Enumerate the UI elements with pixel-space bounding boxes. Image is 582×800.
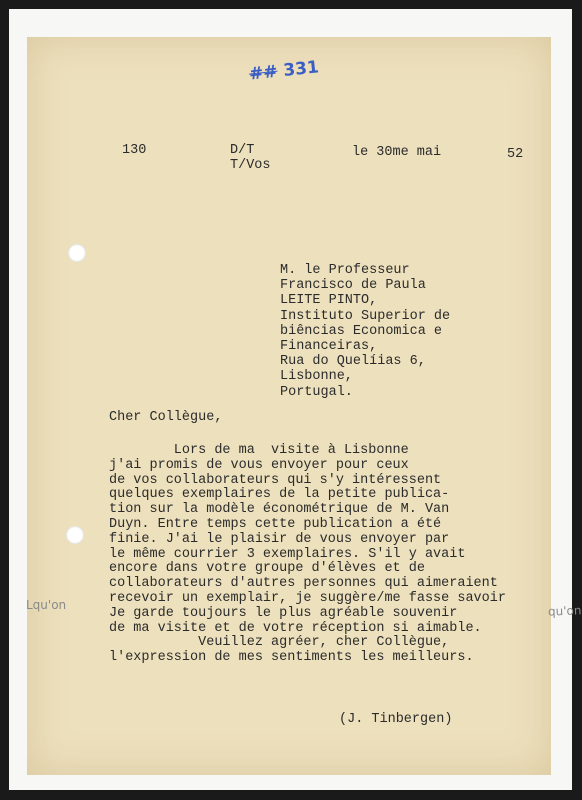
- body-line: Lors de ma visite à Lisbonne: [109, 443, 409, 458]
- punch-hole-top: [68, 244, 86, 262]
- initials-line-2: T/Vos: [230, 158, 271, 173]
- archive-stamp: ## 331: [248, 57, 320, 85]
- signature: (J. Tinbergen): [339, 712, 453, 727]
- recipient-line: Portugal.: [280, 384, 353, 400]
- body-line: recevoir un exemplair, je suggère/me fasse savoir: [109, 591, 506, 606]
- margin-note-right: qu'on: [547, 603, 582, 619]
- letter-page: [27, 37, 551, 775]
- body-line: Duyn. Entre temps cette publication a été: [109, 517, 442, 532]
- body-line: tion sur la modèle économétrique de M. Van: [109, 502, 450, 518]
- body-line: finie. J'ai le plaisir de vous envoyer par: [109, 531, 450, 547]
- body-line: collaborateurs d'autres personnes qui aimeraient: [109, 576, 498, 592]
- body-line: de vos collaborateurs qui s'y intéressent: [109, 472, 442, 488]
- body-line: l'expression de mes sentiments les meilleurs.: [109, 650, 474, 666]
- recipient-line: LEITE PINTO,: [280, 293, 378, 309]
- recipient-line: Rua do Quelíias 6,: [280, 354, 426, 370]
- body-line: quelques exemplaires de la petite publica-: [109, 487, 450, 503]
- recipient-line: biências Economica e: [280, 323, 443, 339]
- body-line: encore dans votre groupe d'élèves et de: [109, 561, 425, 577]
- recipient-line: Instituto Superior de: [280, 308, 451, 324]
- body-line: de ma visite et de votre réception si aimable.: [109, 620, 482, 636]
- body-line: Veuillez agréer, cher Collègue,: [109, 635, 450, 651]
- recipient-line: Francisco de Paula: [280, 278, 426, 294]
- recipient-line: M. le Professeur: [280, 263, 410, 278]
- body-line: le même courrier 3 exemplaires. S'il y avait: [109, 546, 466, 562]
- initials-line-1: D/T: [230, 143, 255, 158]
- body-line: Je garde toujours le plus agréable souvenir: [109, 605, 458, 621]
- letter-date: le 30me mai: [352, 145, 442, 160]
- recipient-line: Lisbonne,: [280, 369, 353, 385]
- body-line: j'ai promis de vous envoyer pour ceux: [109, 457, 409, 473]
- margin-note-left: Lqu'on: [26, 598, 67, 612]
- reference-number: 130: [122, 143, 147, 158]
- letter-year: 52: [507, 147, 524, 162]
- salutation: Cher Collègue,: [109, 410, 223, 425]
- recipient-line: Financeiras,: [280, 339, 378, 354]
- punch-hole-bottom: [66, 526, 84, 544]
